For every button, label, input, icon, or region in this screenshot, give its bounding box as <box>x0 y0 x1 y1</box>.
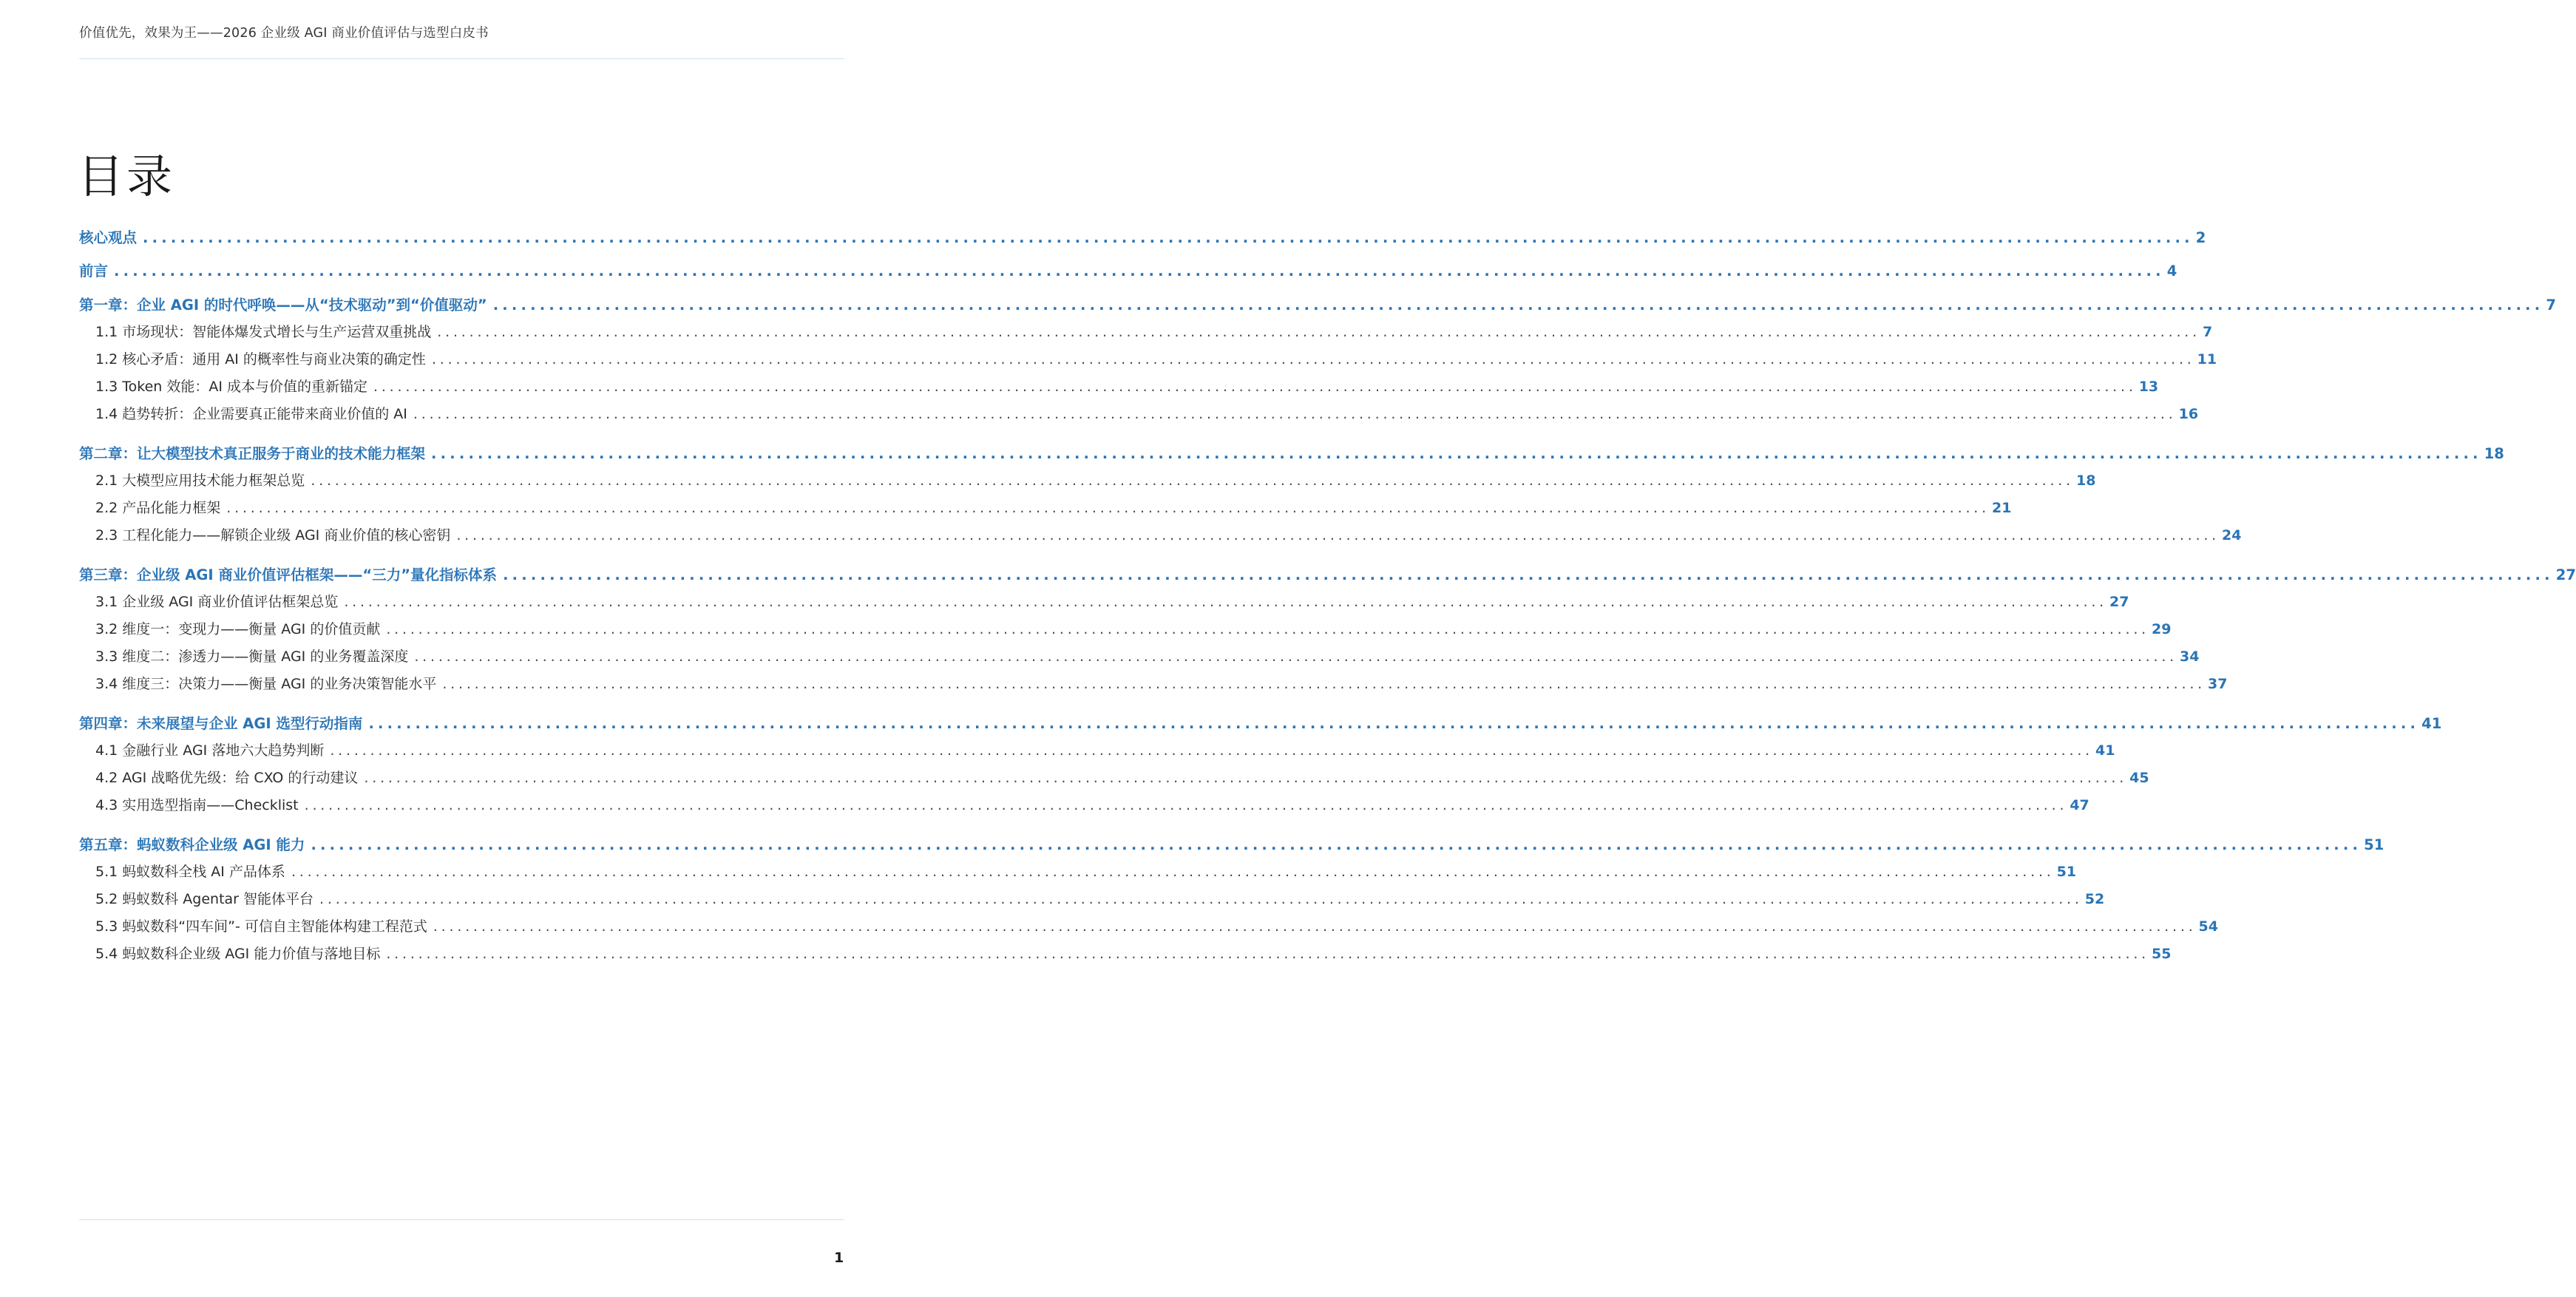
toc-page-number: 37 <box>2208 676 2228 692</box>
toc-page-number: 41 <box>2421 715 2442 732</box>
toc-chapter-entry[interactable] <box>79 833 2385 854</box>
toc-chapter-entry[interactable] <box>79 442 2504 463</box>
dot-leader: ............................................................................................................................................................................................................................ <box>311 473 2074 489</box>
toc-entry-title: 3.1 企业级 AGI 商业价值评估框架总览 <box>95 594 339 610</box>
toc-page-number: 18 <box>2484 445 2504 462</box>
toc-entry-title: 3.2 维度一：变现力——衡量 AGI 的价值贡献 <box>95 621 381 637</box>
toc-page-number: 21 <box>1991 500 2012 516</box>
toc-entry-title: 4.2 AGI 战略优先级：给 CXO 的行动建议 <box>95 770 359 786</box>
dot-leader: ............................................................................................................................................................................................................................ <box>431 445 2482 462</box>
dot-leader: ............................................................................................................................................................................................................................ <box>437 324 2200 340</box>
toc-section-entry[interactable] <box>79 403 2199 423</box>
dot-leader: ............................................................................................................................................................................................................................ <box>456 527 2220 543</box>
toc-page-number: 51 <box>2056 864 2077 880</box>
dot-leader: ............................................................................................................................................................................................................................ <box>143 229 2194 246</box>
dot-leader: ............................................................................................................................................................................................................................ <box>386 621 2150 637</box>
toc-entry-title: 1.1 市场现状：智能体爆发式增长与生产运营双重挑战 <box>95 324 432 340</box>
dot-leader: ............................................................................................................................................................................................................................ <box>413 406 2177 422</box>
toc-page-number: 7 <box>2546 297 2556 314</box>
toc-entry-title: 1.4 趋势转折：企业需要真正能带来商业价值的 AI <box>95 406 407 422</box>
toc-section-entry[interactable] <box>79 943 2172 963</box>
dot-leader: ............................................................................................................................................................................................................................ <box>304 797 2068 813</box>
toc-entry-title: 第一章：企业 AGI 的时代呼唤——从“技术驱动”到“价值驱动” <box>79 297 487 314</box>
dot-leader: ............................................................................................................................................................................................................................ <box>364 770 2128 786</box>
toc-entry-title: 第五章：蚂蚁数科企业级 AGI 能力 <box>79 836 305 853</box>
dot-leader: ............................................................................................................................................................................................................................ <box>311 836 2362 853</box>
toc-entry-title: 5.4 蚂蚁数科企业级 AGI 能力价值与落地目标 <box>95 946 381 962</box>
page-title: 目录 <box>78 149 176 203</box>
toc-page-number: 16 <box>2178 406 2199 422</box>
toc-section-entry[interactable] <box>79 591 2129 611</box>
toc-entry-title: 5.1 蚂蚁数科全栈 AI 产品体系 <box>95 864 285 880</box>
toc-section-entry[interactable] <box>79 618 2172 638</box>
toc-page-number: 7 <box>2202 324 2213 340</box>
dot-leader: ............................................................................................................................................................................................................................ <box>114 263 2165 280</box>
toc-page-number: 41 <box>2095 742 2115 759</box>
toc-entry-title: 核心观点 <box>79 229 138 246</box>
toc-page-number: 55 <box>2152 946 2172 962</box>
header-divider <box>79 58 844 59</box>
toc-entry-title: 1.2 核心矛盾：通用 AI 的概率性与商业决策的确定性 <box>95 351 426 368</box>
toc-section-entry[interactable] <box>79 915 2218 935</box>
toc-section-entry[interactable] <box>79 321 2213 341</box>
toc-section-entry[interactable] <box>79 524 2242 544</box>
toc-entry-title: 3.4 维度三：决策力——衡量 AGI 的业务决策智能水平 <box>95 676 437 692</box>
toc-section-entry[interactable] <box>79 888 2105 908</box>
toc-page-number: 18 <box>2075 473 2096 489</box>
toc-page-number: 47 <box>2070 797 2089 813</box>
toc-page-number: 52 <box>2084 891 2105 907</box>
toc-entry-title: 4.3 实用选型指南——Checklist <box>95 797 299 813</box>
dot-leader: ............................................................................................................................................................................................................................ <box>386 946 2150 962</box>
toc-page-number: 51 <box>2364 836 2385 853</box>
toc-entry-title: 2.1 大模型应用技术能力框架总览 <box>95 473 305 489</box>
toc-entry-title: 5.3 蚂蚁数科“四车间”- 可信自主智能体构建工程范式 <box>95 918 427 935</box>
toc-section-entry[interactable] <box>79 497 2012 517</box>
toc-page-number: 45 <box>2129 770 2149 786</box>
toc-entry-title: 2.3 工程化能力——解锁企业级 AGI 商业价值的核心密钥 <box>95 527 451 543</box>
toc-entry-title: 5.2 蚂蚁数科 Agentar 智能体平台 <box>95 891 314 907</box>
toc-entry-title: 第二章：让大模型技术真正服务于商业的技术能力框架 <box>79 445 426 462</box>
dot-leader: ............................................................................................................................................................................................................................ <box>433 918 2197 935</box>
toc-page-number: 29 <box>2152 621 2172 637</box>
dot-leader: ............................................................................................................................................................................................................................ <box>373 379 2137 395</box>
toc-entry-title: 第三章：企业级 AGI 商业价值评估框架——“三力”量化指标体系 <box>79 566 498 583</box>
toc-entry-title: 前言 <box>79 263 109 280</box>
toc-chapter-entry[interactable] <box>79 226 2206 247</box>
toc-page-number: 13 <box>2138 379 2159 395</box>
dot-leader: ............................................................................................................................................................................................................................ <box>503 566 2554 583</box>
running-header: 价值优先，效果为王——2026 企业级 AGI 商业价值评估与选型白皮书 <box>79 26 489 41</box>
toc-section-entry[interactable] <box>79 470 2096 490</box>
dot-leader: ............................................................................................................................................................................................................................ <box>368 715 2420 732</box>
dot-leader: ............................................................................................................................................................................................................................ <box>319 891 2083 907</box>
dot-leader: ............................................................................................................................................................................................................................ <box>442 676 2206 692</box>
toc-page-number: 54 <box>2198 918 2218 935</box>
toc-section-entry[interactable] <box>79 673 2228 693</box>
dot-leader: ............................................................................................................................................................................................................................ <box>344 594 2108 610</box>
dot-leader: ............................................................................................................................................................................................................................ <box>431 351 2195 368</box>
toc-page-number: 2 <box>2195 229 2206 246</box>
toc-section-entry[interactable] <box>79 794 2089 814</box>
toc-page-number: 4 <box>2166 263 2177 280</box>
page-number: 1 <box>834 1250 844 1266</box>
toc-page-number: 24 <box>2222 527 2242 543</box>
toc-entry-title: 2.2 产品化能力框架 <box>95 500 221 516</box>
toc-page-number: 27 <box>2555 566 2576 583</box>
dot-leader: ............................................................................................................................................................................................................................ <box>226 500 1990 516</box>
footer-divider <box>79 1219 844 1220</box>
toc-chapter-entry[interactable] <box>79 260 2177 280</box>
toc-chapter-entry[interactable] <box>79 294 2556 314</box>
dot-leader: ............................................................................................................................................................................................................................ <box>492 297 2544 314</box>
toc-page-number: 27 <box>2109 594 2129 610</box>
toc-page-number: 11 <box>2197 351 2217 368</box>
toc-section-entry[interactable] <box>79 376 2159 396</box>
dot-leader: ............................................................................................................................................................................................................................ <box>414 648 2178 665</box>
toc-page-number: 34 <box>2180 648 2200 665</box>
toc-section-entry[interactable] <box>79 767 2149 787</box>
toc-entry-title: 第四章：未来展望与企业 AGI 选型行动指南 <box>79 715 363 732</box>
dot-leader: ............................................................................................................................................................................................................................ <box>330 742 2094 759</box>
dot-leader: ............................................................................................................................................................................................................................ <box>291 864 2055 880</box>
toc-chapter-entry[interactable] <box>79 563 2576 584</box>
toc-entry-title: 1.3 Token 效能：AI 成本与价值的重新锚定 <box>95 379 367 395</box>
toc-chapter-entry[interactable] <box>79 712 2442 733</box>
toc-entry-title: 3.3 维度二：渗透力——衡量 AGI 的业务覆盖深度 <box>95 648 409 665</box>
toc-entry-title: 4.1 金融行业 AGI 落地六大趋势判断 <box>95 742 325 759</box>
toc-section-entry[interactable] <box>79 739 2115 759</box>
toc-section-entry[interactable] <box>79 861 2077 881</box>
toc-section-entry[interactable] <box>79 646 2200 666</box>
toc-section-entry[interactable] <box>79 348 2217 368</box>
